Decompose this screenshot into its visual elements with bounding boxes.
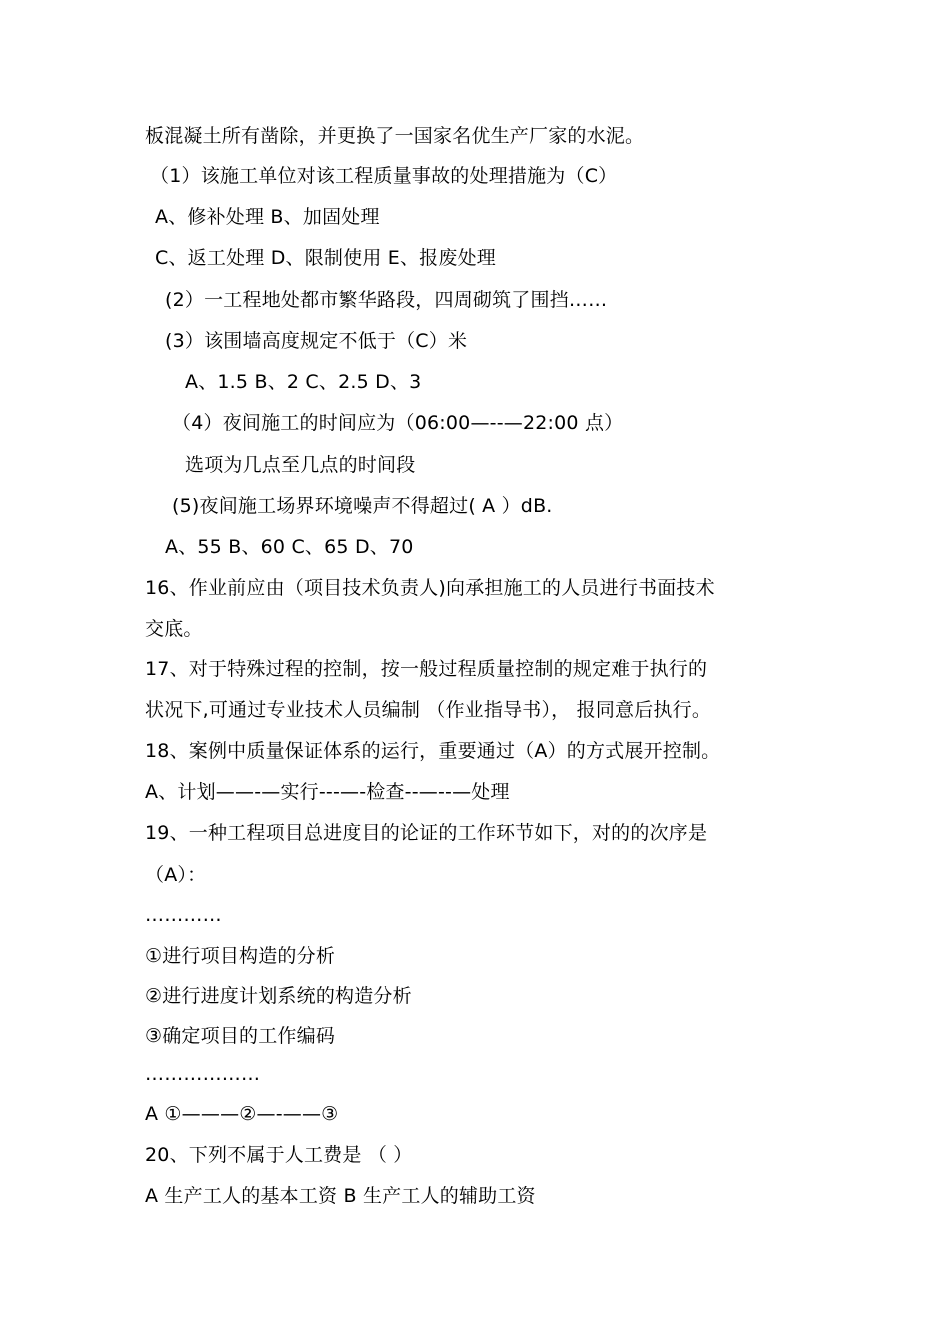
text-line-19: （A）：	[145, 864, 207, 886]
text-line-10: (5)夜间施工场界环境噪声不得超过( A ）dB.	[172, 495, 553, 517]
text-line-25: A ①———②—-——③	[145, 1103, 339, 1125]
text-line-11: A、55 B、60 C、65 D、70	[165, 536, 414, 558]
text-line-3: A、修补处理 B、加固处理	[155, 206, 380, 228]
text-line-15: 状况下,可通过专业技术人员编制 （作业指导书）， 报同意后执行。	[145, 699, 712, 721]
text-line-5: (2）一工程地处都市繁华路段，四周砌筑了围挡……	[165, 289, 608, 311]
text-line-1: 板混凝土所有凿除，并更换了一国家名优生产厂家的水泥。	[145, 125, 645, 147]
text-line-23: ③确定项目的工作编码	[145, 1025, 336, 1047]
text-line-6: (3）该围墙高度规定不低于（C）米	[165, 330, 468, 352]
text-line-20: …………	[145, 904, 222, 926]
text-line-7: A、1.5 B、2 C、2.5 D、3	[185, 371, 422, 393]
text-line-13: 交底。	[145, 618, 203, 640]
text-line-4: C、返工处理 D、限制使用 E、报废处理	[155, 247, 496, 269]
text-line-17: A、计划——-—实行---—-检查--—--—处理	[145, 781, 510, 803]
text-line-26: 20、下列不属于人工费是 （ ）	[145, 1144, 413, 1166]
text-line-12: 16、作业前应由（项目技术负责人)向承担施工的人员进行书面技术	[145, 577, 715, 599]
text-line-21: ①进行项目构造的分析	[145, 945, 336, 967]
text-line-24: ………………	[145, 1063, 261, 1085]
text-line-8: （4）夜间施工的时间应为（06:00—--—22:00 点）	[172, 412, 624, 434]
text-line-9: 选项为几点至几点的时间段	[185, 454, 416, 476]
text-line-16: 18、案例中质量保证体系的运行，重要通过（A）的方式展开控制。	[145, 740, 721, 762]
text-line-14: 17、对于特殊过程的控制，按一般过程质量控制的规定难于执行的	[145, 658, 708, 680]
text-line-22: ②进行进度计划系统的构造分析	[145, 985, 412, 1007]
text-line-27: A 生产工人的基本工资 B 生产工人的辅助工资	[145, 1185, 536, 1207]
text-line-2: （1）该施工单位对该工程质量事故的处理措施为（C）	[150, 165, 618, 187]
text-line-18: 19、一种工程项目总进度目的论证的工作环节如下，对的的次序是	[145, 822, 708, 844]
